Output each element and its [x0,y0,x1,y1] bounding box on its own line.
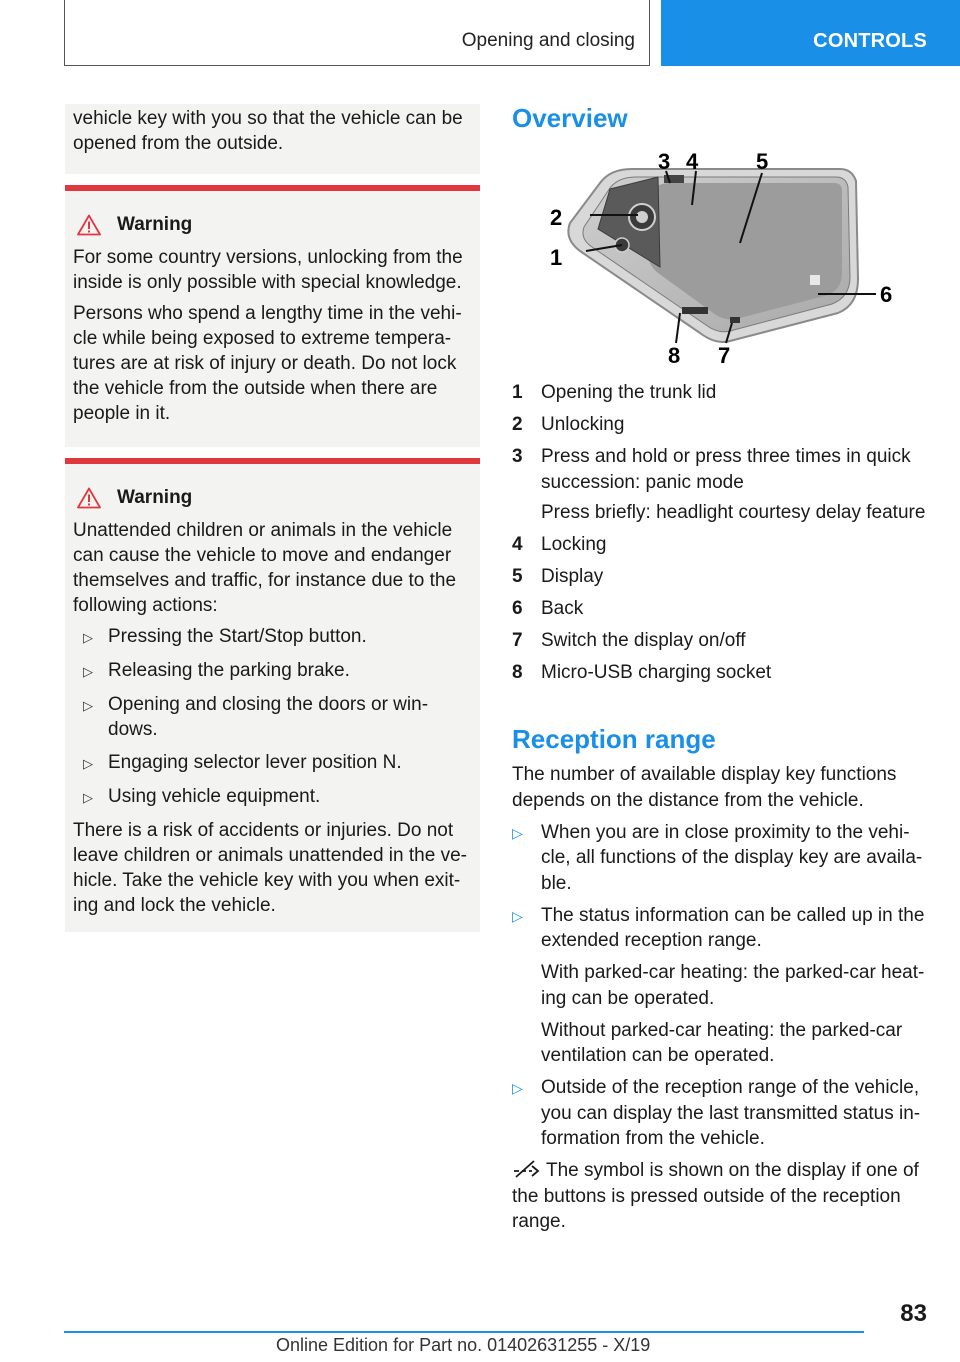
header-section-tab [64,0,650,66]
bullet-triangle-icon: ▷ [512,824,523,841]
warning-title: Warning [117,487,193,508]
list-item [512,444,932,495]
warning-title: Warning [117,214,193,235]
overview-numbered-list [512,380,932,692]
list-item [512,380,932,406]
item-text: Locking [541,533,607,555]
list-item-text: Engaging selector lever position N. [108,752,402,773]
continued-text: vehicle key with you so that the vehicle can be opened from the outside. [73,108,463,154]
list-item-text: Using vehicle equipment. [108,786,321,807]
list-item [512,596,932,622]
page-number: 83 [900,1300,927,1327]
item-number: 4 [512,533,523,555]
warning-paragraph: For some country versions, unlocking from the inside is only possible with special knowledge. [73,247,463,293]
bullet-triangle-icon: ▷ [83,664,93,679]
figure-label-3: 3 [658,149,671,174]
list-item [512,903,932,954]
list-item-text: Opening and closing the doors or win‐dows. [108,694,429,740]
list-item [73,624,472,650]
list-item-text: When you are in close proximity to the vehi‐cle, all functions of the display key are availa‐ble. [541,821,923,894]
item-number: 3 [512,446,523,467]
list-item [73,750,472,776]
warning-triangle-icon [77,487,101,509]
bullet-triangle-icon: ▷ [512,907,523,924]
header-chapter-title: CONTROLS [813,30,927,52]
bullet-triangle-icon: ▷ [83,790,93,805]
reception-sub-note: Without parked-car heating: the parked-car ventilation can be operated. [541,1019,903,1066]
display-key-illustration [540,147,910,371]
bullet-triangle-icon: ▷ [83,698,93,713]
list-item [73,784,472,810]
list-item [512,564,932,590]
symbol-note-text: The symbol is shown on the display if one of the buttons is pressed outside of the reception range. [512,1160,919,1232]
reception-bullet-list [512,1075,932,1152]
item-text: Unlocking [541,414,625,435]
figure-label-5: 5 [756,149,769,174]
overview-heading: Overview [512,103,628,133]
warning-box-1 [65,185,480,447]
item-number: 8 [512,661,523,683]
list-item [512,820,932,897]
list-item-text: Outside of the reception range of the vehicle, you can display the last transmitted status in‐formation from the vehicle. [541,1077,921,1149]
item-text: Press and hold or press three times in quick succession: panic mode [541,446,911,493]
item-number: 5 [512,565,523,587]
warning-heading [73,478,472,518]
list-item-text: Pressing the Start/Stop button. [108,626,367,647]
reception-sub-note: With parked-car heating: the parked-car heat‐ing can be operated. [541,962,925,1009]
warning-bullet-list [73,624,472,810]
item-text: Display [541,565,604,587]
list-item-text: Releasing the parking brake. [108,660,350,681]
continued-text-box [65,104,480,174]
list-item [512,660,932,686]
list-item [73,692,472,742]
warning-outro: There is a risk of accidents or injuries. Do not leave children or animals unattended in the ve‐hicle. Take the vehicle key with you when exit‐ing and lock the vehicle. [73,820,467,916]
item-text: Micro-USB charging socket [541,661,772,683]
figure-label-8: 8 [668,343,681,368]
figure-label-1: 1 [550,245,563,270]
header-chapter-tab [661,0,960,66]
list-item [512,532,932,558]
list-item [512,628,932,654]
reception-range-body [512,762,932,1241]
figure-label-7: 7 [718,343,731,368]
item-number: 7 [512,629,523,651]
warning-heading [73,205,472,245]
figure-label-2: 2 [550,205,563,230]
item-number: 1 [512,382,523,403]
reception-range-heading: Reception range [512,724,716,754]
footer-edition: Online Edition for Part no. 01402631255 - X/19 [276,1335,651,1355]
figure-label-4: 4 [686,149,699,174]
list-item-continuation [512,500,932,526]
item-number: 6 [512,597,523,619]
header-section-title: Opening and closing [461,30,635,51]
bullet-triangle-icon: ▷ [83,630,93,645]
bullet-triangle-icon: ▷ [83,756,93,771]
reception-intro: The number of available display key functions depends on the distance from the vehicle. [512,764,897,811]
reception-bullet-list [512,820,932,954]
footer-divider [64,1331,864,1333]
item-number: 2 [512,414,523,435]
list-item-text: The status information can be called up in the extended reception range. [541,904,925,951]
list-item [73,658,472,684]
warning-box-2 [65,458,480,932]
warning-intro: Unattended children or animals in the vehicle can cause the vehicle to move and endanger themselves and traffic, for instance due to the following actions: [73,520,457,616]
figure-label-6: 6 [880,282,893,307]
item-text: Back [541,597,584,619]
item-text: Opening the trunk lid [541,382,717,403]
item-text: Press briefly: headlight courtesy delay feature [541,501,926,523]
warning-paragraph: Persons who spend a lengthy time in the vehi‐cle while being exposed to extreme tempera‐tures are at risk of injury or death. Do not lock the vehicle from the outside when there are people in it. [73,303,462,424]
out-of-range-icon [512,1160,540,1178]
item-text: Switch the display on/off [541,629,746,651]
list-item [512,1075,932,1152]
bullet-triangle-icon: ▷ [512,1080,523,1096]
list-item [512,412,932,438]
warning-triangle-icon [77,214,101,236]
symbol-note [512,1158,932,1235]
